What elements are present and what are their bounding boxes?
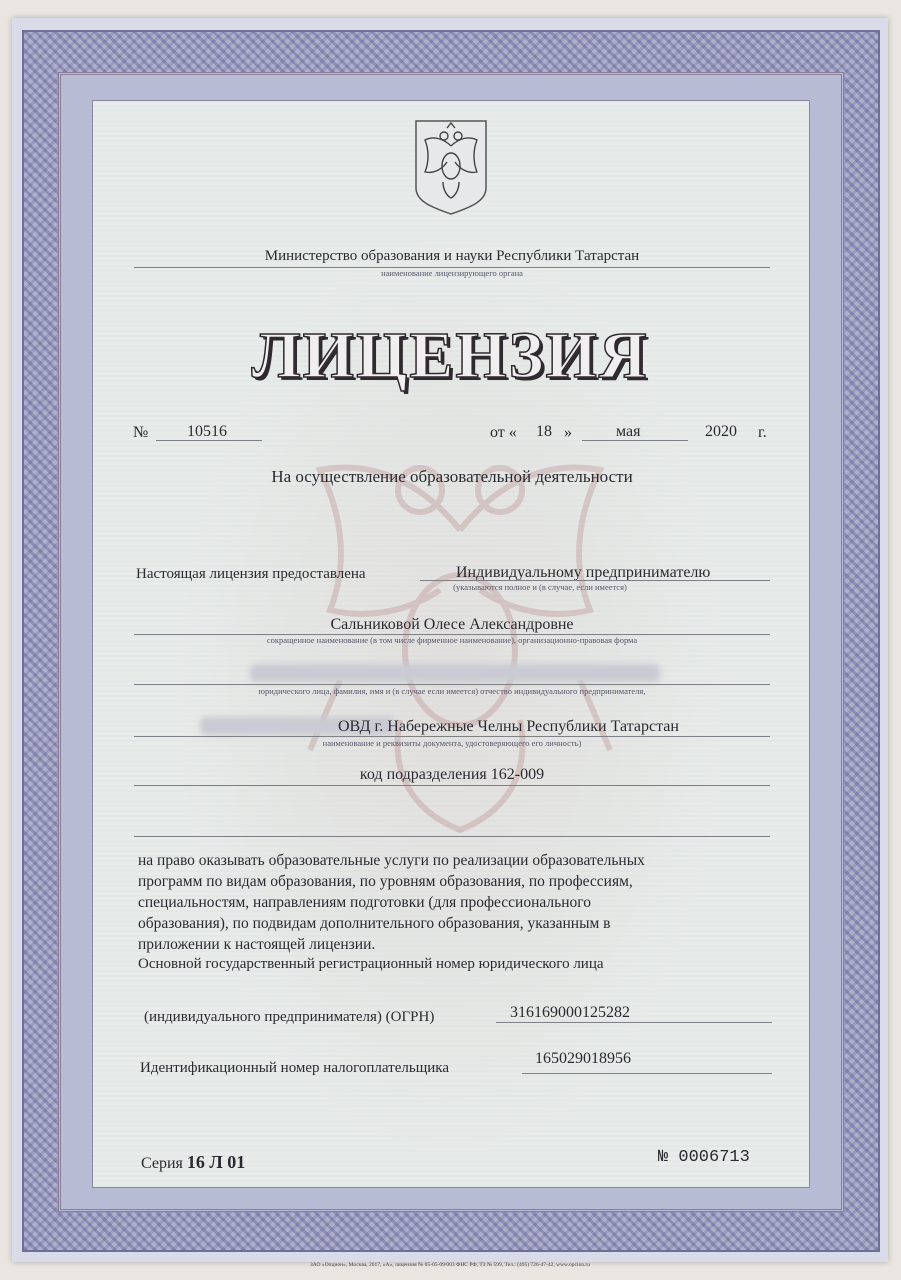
printer-imprint: ЗАО «Опцион», Москва, 2017, «А», лицензия № 05-05-09/003 ФНС РФ, ТЗ № 599, Тел.: (495) 726-47-42, www.opcion.ru	[310, 1262, 590, 1268]
empty-underline	[134, 836, 770, 837]
date-from-label: от «	[490, 424, 517, 441]
number-label: №	[133, 424, 149, 441]
inn-value: 165029018956	[535, 1050, 631, 1067]
scope-line: программ по видам образования, по уровням образования, по профессиям,	[138, 873, 633, 890]
number-underline	[156, 440, 262, 441]
caption-full-name: (указываются полное и (в случае, если имеется)	[453, 582, 627, 592]
grantee-name: Сальниковой Олесе Александровне	[330, 616, 574, 633]
license-day: 18	[536, 423, 552, 440]
inn-label: Идентификационный номер налогоплательщика	[140, 1060, 450, 1076]
redacted-passport-data	[250, 664, 660, 682]
ministry-caption: наименование лицензирующего органа	[381, 268, 523, 278]
issued-by: ОВД г. Набережные Челны Республики Татарстан	[338, 718, 679, 735]
entity-underline	[420, 580, 770, 581]
document-title: ЛИЦЕНЗИЯ	[251, 319, 649, 392]
coat-of-arms-icon	[413, 118, 489, 216]
scope-line: специальностям, направлениям подготовки (для профессионального	[138, 894, 591, 911]
granted-to-label: Настоящая лицензия предоставлена	[136, 566, 366, 582]
caption-identity-doc: наименование и реквизиты документа, удостоверяющего его личность)	[322, 738, 582, 748]
ministry-name: Министерство образования и науки Республики Татарстан	[264, 248, 640, 264]
inn-underline	[522, 1073, 772, 1074]
license-number: 10516	[187, 423, 227, 440]
license-month: мая	[616, 423, 641, 440]
division-underline	[134, 785, 770, 786]
passport-underline	[134, 684, 770, 685]
series-block	[141, 1152, 245, 1173]
scope-line: образования), по подвидам дополнительного образования, указанным в	[138, 915, 611, 932]
caption-entity-name: юридического лица, фамилия, имя и (в случае если имеется) отчество индивидуального предпринимателя,	[258, 686, 646, 696]
issued-underline	[134, 736, 770, 737]
license-purpose: На осуществление образовательной деятельности	[271, 467, 633, 486]
series-value: 16 Л 01	[186, 1152, 246, 1172]
month-underline	[582, 440, 688, 441]
year-suffix: г.	[758, 424, 767, 441]
series-label: Серия	[141, 1155, 183, 1172]
blank-number: № 0006713	[658, 1148, 750, 1167]
scope-line: приложении к настоящей лицензии.	[138, 936, 376, 953]
date-day-close: »	[564, 424, 572, 441]
ogrn-label-line2: (индивидуального предпринимателя) (ОГРН)	[144, 1009, 435, 1025]
ogrn-underline	[496, 1022, 772, 1023]
ogrn-label-line1: Основной государственный регистрационный номер юридического лица	[138, 956, 604, 972]
ogrn-value: 316169000125282	[510, 1004, 630, 1021]
entity-type: Индивидуальному предпринимателю	[456, 564, 711, 581]
scope-line: на право оказывать образовательные услуги по реализации образовательных	[138, 852, 645, 869]
license-scope-paragraph	[138, 850, 772, 955]
division-code: код подразделения 162-009	[359, 766, 545, 783]
caption-short-name: сокращенное наименование (в том числе фирменное наименование), организационно-правовая форма	[266, 635, 638, 645]
license-year: 2020	[705, 423, 737, 440]
